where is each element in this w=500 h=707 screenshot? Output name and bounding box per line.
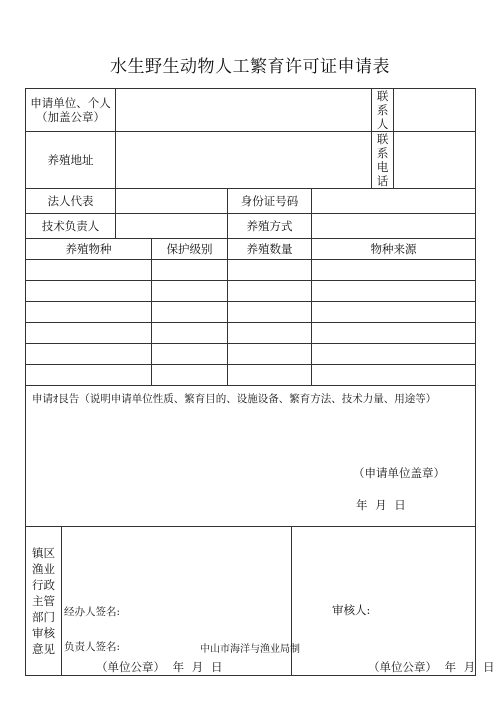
col-header-source: 物种来源	[312, 239, 476, 260]
contact-person-label	[372, 89, 394, 132]
application-report-field[interactable]	[26, 386, 476, 527]
review-dept-char: 行政	[32, 578, 55, 592]
breeding-method-label	[228, 214, 312, 239]
application-form-table	[25, 88, 495, 676]
report-date-label: 年 月 日	[356, 498, 406, 512]
col-header-species: 养殖物种	[26, 239, 152, 260]
protection-level-cell[interactable]	[152, 323, 228, 344]
id-number-field[interactable]	[312, 189, 476, 214]
review-dept-char: 审核	[32, 626, 55, 640]
quantity-cell[interactable]	[228, 365, 312, 386]
table-row	[26, 365, 476, 386]
review-dept-char: 镇区	[32, 546, 55, 560]
reviewer-seal-date-label: （单位公章） 年 月 日	[368, 660, 495, 674]
table-row	[26, 302, 476, 323]
dept-seal-date-label: （单位公章） 年 月 日	[96, 660, 223, 674]
breeding-method-field[interactable]	[312, 214, 476, 239]
species-cell[interactable]	[26, 281, 152, 302]
table-row	[26, 323, 476, 344]
species-cell[interactable]	[26, 323, 152, 344]
legal-rep-label	[26, 189, 116, 214]
breeding-method-text: 养殖方式	[246, 219, 293, 233]
source-cell[interactable]	[312, 365, 476, 386]
species-cell[interactable]	[26, 344, 152, 365]
breeding-address-label	[26, 132, 116, 189]
protection-level-cell[interactable]	[152, 260, 228, 281]
quantity-cell[interactable]	[228, 323, 312, 344]
issuer-footer: 中山市海洋与渔业局制	[200, 644, 300, 655]
id-number-label	[228, 189, 312, 214]
breeding-address-text: 养殖地址	[47, 153, 94, 167]
handler-signature-label: 经办人签名:	[64, 606, 121, 618]
reviewer-label: 审核人:	[332, 603, 371, 617]
review-dept-char: 部门	[32, 610, 55, 624]
source-cell[interactable]	[312, 281, 476, 302]
quantity-cell[interactable]	[228, 302, 312, 323]
tech-manager-field[interactable]	[116, 214, 228, 239]
source-cell[interactable]	[312, 323, 476, 344]
form-title: 水生野生动物人工繁育许可证申请表	[110, 57, 390, 77]
table-row	[26, 281, 476, 302]
applicant-label-line2: （加盖公章）	[36, 110, 105, 124]
source-cell[interactable]	[312, 302, 476, 323]
protection-level-cell[interactable]	[152, 302, 228, 323]
report-seal-label: （申请单位盖章）	[353, 466, 445, 480]
contact-person-text: 联系人	[376, 89, 389, 131]
tech-manager-label	[26, 214, 116, 239]
col-header-quantity: 养殖数量	[228, 239, 312, 260]
contact-phone-text: 联系电话	[376, 132, 389, 188]
table-row	[26, 260, 476, 281]
protection-level-cell[interactable]	[152, 365, 228, 386]
applicant-field[interactable]	[116, 89, 372, 132]
col-header-protection-level: 保护级别	[152, 239, 228, 260]
report-label: 申请ｵ艮告（说明申请单位性质、繁育目的、设施设备、繁育方法、技术力量、用途等）	[32, 393, 437, 405]
contact-phone-field[interactable]	[394, 132, 476, 189]
species-cell[interactable]	[26, 302, 152, 323]
protection-level-cell[interactable]	[152, 344, 228, 365]
source-cell[interactable]	[312, 344, 476, 365]
quantity-cell[interactable]	[228, 260, 312, 281]
responsible-signature-label: 负责人签名:	[64, 641, 121, 653]
quantity-cell[interactable]	[228, 344, 312, 365]
tech-manager-text: 技术负责人	[41, 219, 100, 233]
source-cell[interactable]	[312, 260, 476, 281]
applicant-label-line1: 申请单位、个人	[30, 96, 111, 110]
review-dept-char: 意见	[32, 642, 55, 656]
legal-rep-field[interactable]	[116, 189, 228, 214]
protection-level-cell[interactable]	[152, 281, 228, 302]
species-cell[interactable]	[26, 260, 152, 281]
species-cell[interactable]	[26, 365, 152, 386]
contact-phone-label	[372, 132, 394, 189]
id-number-text: 身份证号码	[240, 194, 299, 208]
applicant-label-cell	[26, 89, 116, 132]
contact-person-field[interactable]	[394, 89, 476, 132]
review-dept-char: 渔业	[32, 562, 55, 576]
review-dept-char: 主管	[32, 594, 55, 608]
breeding-address-field[interactable]	[116, 132, 372, 189]
quantity-cell[interactable]	[228, 281, 312, 302]
table-row	[26, 344, 476, 365]
legal-rep-text: 法人代表	[47, 194, 94, 208]
